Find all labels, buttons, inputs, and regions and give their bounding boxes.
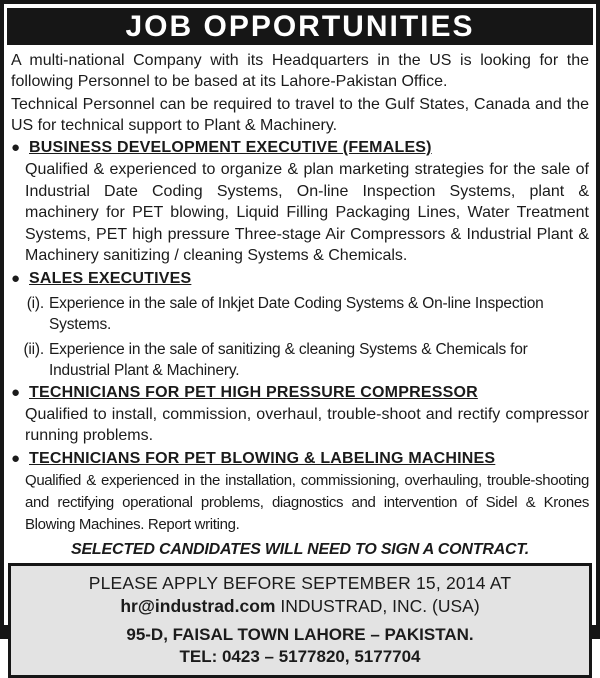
list-item-number: (ii). [23, 340, 44, 358]
email-address: hr@industrad.com [120, 595, 276, 616]
bullet-icon: ● [11, 449, 21, 467]
list-item [11, 339, 589, 381]
section-business-development [11, 138, 589, 267]
list-item-number: (i). [26, 294, 44, 312]
intro-paragraph-2: Technical Personnel can be required to travel to the Gulf States, Canada and the US for technical support to Plant & Machinery. [11, 96, 589, 134]
list-item-text: Experience in the sale of sanitizing & cleaning Systems & Chemicals for Industrial Plant & Machinery. [49, 340, 528, 379]
ad-body [7, 45, 593, 563]
section-heading: TECHNICIANS FOR PET BLOWING & LABELING MACHINES [29, 449, 496, 467]
section-body: Qualified & experienced in the installation, commissioning, overhauling, trouble-shooting and rectifying operational problems, diagnostics and intervention of Sidel & Krones Blowing Machines. Report writing. [25, 471, 589, 533]
intro-paragraph-1: A multi-national Company with its Headquarters in the US is looking for the following Personnel to be based at its Lahore-Pakistan Office. [11, 52, 589, 90]
title-bar [7, 8, 593, 45]
list-item [11, 293, 589, 335]
page-title: JOB OPPORTUNITIES [125, 9, 475, 43]
section-body: Qualified & experienced to organize & plan marketing strategies for the sale of Industrial Date Coding Systems, On-line Inspection Systems, plant & machinery for PET blowing, Liquid Filling Packaging Lines, Water Treatment Systems, PET high pressure Three-stage Air Compressors & Industrial Plant & Machinery sanitizing / cleaning Systems & Chemicals. [25, 161, 589, 264]
list-item-text: Experience in the sale of Inkjet Date Coding Systems & On-line Inspection Systems. [49, 294, 544, 333]
contact-box [8, 563, 592, 678]
bullet-icon: ● [11, 383, 21, 401]
section-technicians-blowing [11, 449, 589, 536]
section-heading: SALES EXECUTIVES [29, 269, 192, 287]
bullet-icon: ● [11, 139, 21, 156]
email-company-line [15, 595, 585, 618]
section-sales-executives [11, 269, 589, 381]
bullet-icon: ● [11, 269, 21, 287]
postal-address: 95-D, FAISAL TOWN LAHORE – PAKISTAN. [126, 624, 474, 644]
contract-note: SELECTED CANDIDATES WILL NEED TO SIGN A CONTRACT. [70, 540, 530, 558]
apply-deadline: PLEASE APPLY BEFORE SEPTEMBER 15, 2014 AT [88, 572, 512, 593]
section-heading: TECHNICIANS FOR PET HIGH PRESSURE COMPRESSOR [29, 383, 478, 401]
phone-numbers: TEL: 0423 – 5177820, 5177704 [179, 646, 421, 666]
section-body: Qualified to install, commission, overhaul, trouble-shoot and rectify compressor running problems. [25, 405, 589, 444]
section-technicians-compressor [11, 383, 589, 447]
section-heading: BUSINESS DEVELOPMENT EXECUTIVE (FEMALES) [29, 139, 432, 156]
company-name: INDUSTRAD, INC. (USA) [280, 595, 480, 616]
